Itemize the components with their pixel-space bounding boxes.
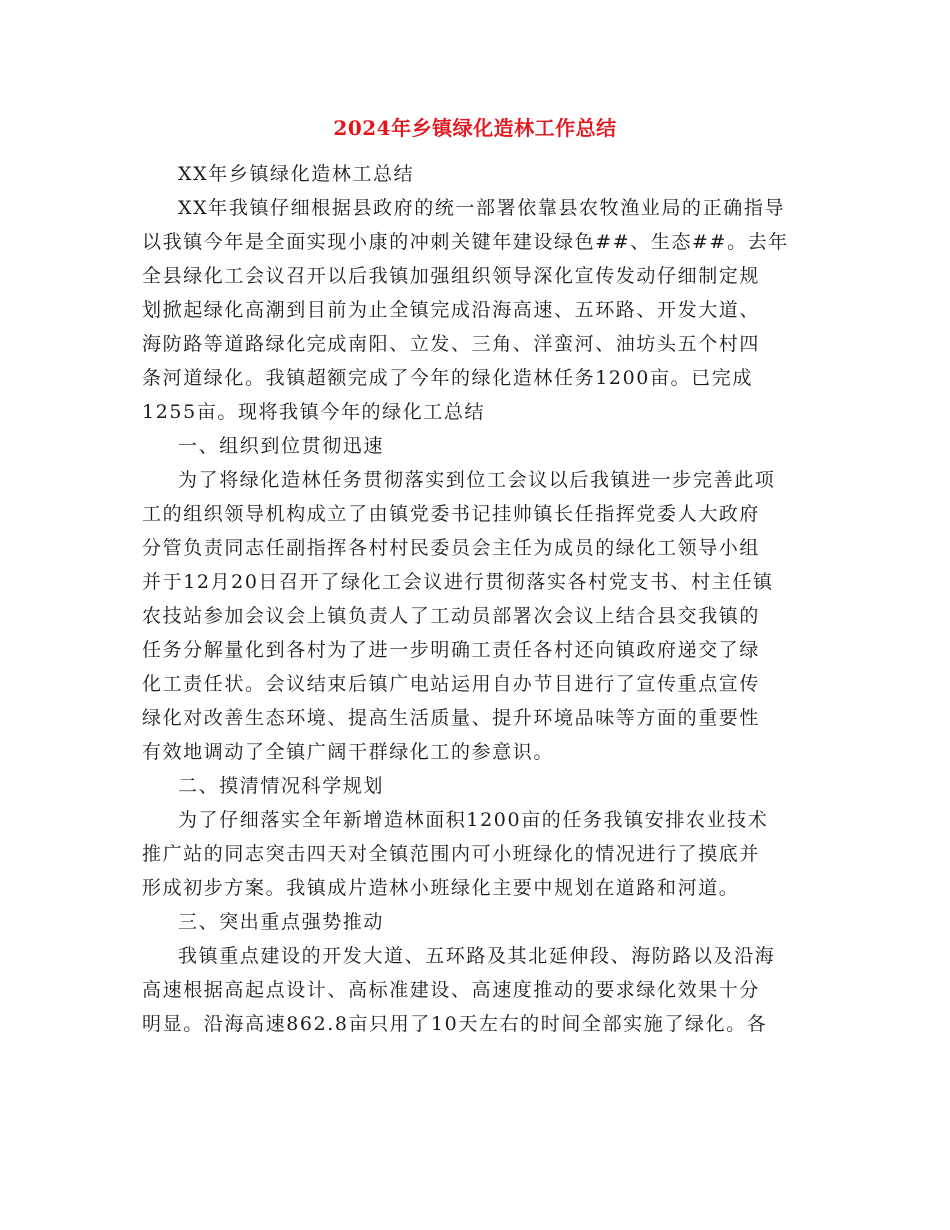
paragraph-first-line: 一、组织到位贯彻迅速 — [178, 435, 385, 457]
paragraph-line: 条河道绿化。我镇超额完成了今年的绿化造林任务1200亩。已完成 — [142, 367, 753, 389]
paragraph-line: 高速根据高起点设计、高标准建设、高速度推动的要求绿化效果十分 — [142, 979, 761, 1001]
paragraph-line: 并于12月20日召开了绿化工会议进行贯彻落实各村党支书、村主任镇 — [142, 571, 774, 593]
paragraph-line: 分管负责同志任副指挥各村村民委员会主任为成员的绿化工领导小组 — [142, 537, 761, 559]
paragraph-line: 明显。沿海高速862.8亩只用了10天左右的时间全部实施了绿化。各 — [142, 1013, 768, 1035]
paragraph-line: 推广站的同志突击四天对全镇范围内可小班绿化的情况进行了摸底并 — [142, 843, 761, 865]
paragraph-first-line: 为了将绿化造林任务贯彻落实到位工会议以后我镇进一步完善此项 — [178, 469, 776, 491]
paragraph-line: 形成初步方案。我镇成片造林小班绿化主要中规划在道路和河道。 — [142, 877, 740, 899]
paragraph-first-line: 三、突出重点强势推动 — [178, 911, 385, 933]
paragraph-first-line: 二、摸清情况科学规划 — [178, 775, 385, 797]
paragraph-line: 海防路等道路绿化完成南阳、立发、三角、洋蛮河、油坊头五个村四 — [142, 333, 761, 355]
paragraph-line: 1255亩。现将我镇今年的绿化工总结 — [142, 401, 486, 423]
paragraph-first-line: 为了仔细落实全年新增造林面积1200亩的任务我镇安排农业技术 — [178, 809, 769, 831]
paragraph-line: 全县绿化工会议召开以后我镇加强组织领导深化宣传发动仔细制定规 — [142, 265, 761, 287]
paragraph-line: 工的组织领导机构成立了由镇党委书记挂帅镇长任指挥党委人大政府 — [142, 503, 761, 525]
paragraph-line: 有效地调动了全镇广阔干群绿化工的参意识。 — [142, 741, 555, 763]
paragraph-first-line: XX年我镇仔细根据县政府的统一部署依靠县农牧渔业局的正确指导 — [178, 197, 786, 219]
paragraph-line: 农技站参加会议会上镇负责人了工动员部署次会议上结合县交我镇的 — [142, 605, 761, 627]
paragraph-line: 划掀起绿化高潮到目前为止全镇完成沿海高速、五环路、开发大道、 — [142, 299, 761, 321]
paragraph-first-line: XX年乡镇绿化造林工总结 — [178, 163, 415, 185]
paragraph-line: 化工责任状。会议结束后镇广电站运用自办节目进行了宣传重点宣传 — [142, 673, 761, 695]
document-body — [142, 157, 810, 1041]
paragraph-line: 绿化对改善生态环境、提高生活质量、提升环境品味等方面的重要性 — [142, 707, 761, 729]
paragraph-line: 以我镇今年是全面实现小康的冲刺关键年建设绿色##、生态##。去年 — [142, 231, 789, 253]
paragraph-first-line: 我镇重点建设的开发大道、五环路及其北延伸段、海防路以及沿海 — [178, 945, 776, 967]
paragraph-line: 任务分解量化到各村为了进一步明确工责任各村还向镇政府递交了绿 — [142, 639, 761, 661]
document-title: 2024年乡镇绿化造林工作总结 — [333, 116, 617, 140]
